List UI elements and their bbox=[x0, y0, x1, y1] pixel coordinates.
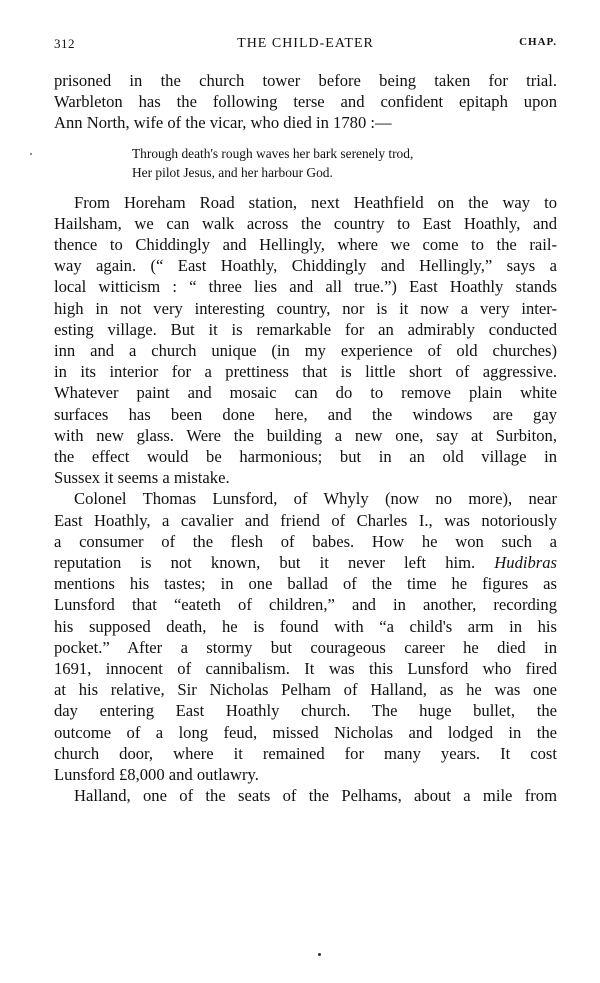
body-text bbox=[54, 70, 557, 807]
hudibras-title: Hudibras bbox=[494, 553, 557, 573]
text-line: way again. (“ East Hoathly, Chiddingly and Hellingly,” says a bbox=[54, 256, 557, 276]
text-line: in its interior for a prettiness that is little short of aggressive. bbox=[54, 362, 557, 382]
chapter-mark: CHAP. bbox=[519, 36, 557, 48]
text-line: East Hoathly, a cavalier and friend of Charles I., was notoriously bbox=[54, 510, 557, 530]
text-line: at his relative, Sir Nicholas Pelham of Halland, as he was one bbox=[54, 680, 557, 700]
text-line: a consumer of the flesh of babes. How he won such a bbox=[54, 531, 557, 551]
paragraph-horeham bbox=[54, 192, 557, 489]
running-header bbox=[54, 36, 557, 58]
text-line: 1691, innocent of cannibalism. It was this Lunsford who fired bbox=[54, 659, 557, 679]
text-line: thence to Chiddingly and Hellingly, where we come to the rail- bbox=[54, 235, 557, 255]
margin-speck bbox=[30, 153, 32, 155]
text-line: his supposed death, he is found with “a child's arm in his bbox=[54, 616, 557, 636]
running-title: THE CHILD-EATER bbox=[237, 36, 374, 51]
text-line: inn and a church unique (in my experience of old churches) bbox=[54, 341, 557, 361]
text-line: the effect would be harmonious; but in an old village in bbox=[54, 447, 557, 467]
text-line: prisoned in the church tower before being taken for trial. bbox=[54, 71, 557, 90]
text-fragment: reputation is not known, but it never left him. bbox=[54, 553, 476, 573]
text-line-with-italic bbox=[54, 552, 557, 573]
text-line: day entering East Hoathly church. The huge bullet, the bbox=[54, 701, 557, 721]
text-line: with new glass. Were the building a new one, say at Surbiton, bbox=[54, 425, 557, 445]
verse-line: Through death's rough waves her bark serenely trod, bbox=[132, 145, 414, 161]
text-line: Lunsford that “eateth of children,” and in another, recording bbox=[54, 595, 557, 615]
text-line: Sussex it seems a mistake. bbox=[54, 468, 230, 488]
page-number: 312 bbox=[54, 36, 75, 51]
text-line: local witticism : “ three lies and all true.”) East Hoathly stands bbox=[54, 277, 557, 297]
text-line: Lunsford £8,000 and outlawry. bbox=[54, 765, 259, 785]
text-line: Ann North, wife of the vicar, who died in 1780 :— bbox=[54, 113, 392, 133]
text-line: esting village. But it is remarkable for an admirably conducted bbox=[54, 319, 557, 339]
text-line: church door, where it remained for many years. It cost bbox=[54, 743, 557, 763]
bottom-dot bbox=[318, 953, 321, 956]
text-line: Whatever paint and mosaic can do to remove plain white bbox=[54, 383, 557, 403]
text-line: Warbleton has the following terse and confident epitaph upon bbox=[54, 92, 557, 112]
text-line: high in not very interesting country, nor is it now a very inter- bbox=[54, 298, 557, 318]
text-line: outcome of a long feud, missed Nicholas and lodged in the bbox=[54, 722, 557, 742]
text-line: surfaces has been done here, and the windows are gay bbox=[54, 404, 557, 424]
epitaph-verse bbox=[132, 144, 557, 182]
text-line: From Horeham Road station, next Heathfield on the way to bbox=[74, 192, 557, 212]
intro-text bbox=[54, 70, 557, 134]
paragraph-lunsford bbox=[54, 488, 557, 785]
text-line: Colonel Thomas Lunsford, of Whyly (now no more), near bbox=[74, 489, 557, 509]
text-line: Halland, one of the seats of the Pelhams, about a mile from bbox=[74, 786, 557, 806]
text-line: Hailsham, we can walk across the country to East Hoathly, and bbox=[54, 213, 557, 233]
text-line: pocket.” After a stormy but courageous career he died in bbox=[54, 637, 557, 657]
paragraph-halland bbox=[54, 785, 557, 806]
verse-line: Her pilot Jesus, and her harbour God. bbox=[132, 164, 333, 180]
text-line: mentions his tastes; in one ballad of the time he figures as bbox=[54, 574, 557, 594]
